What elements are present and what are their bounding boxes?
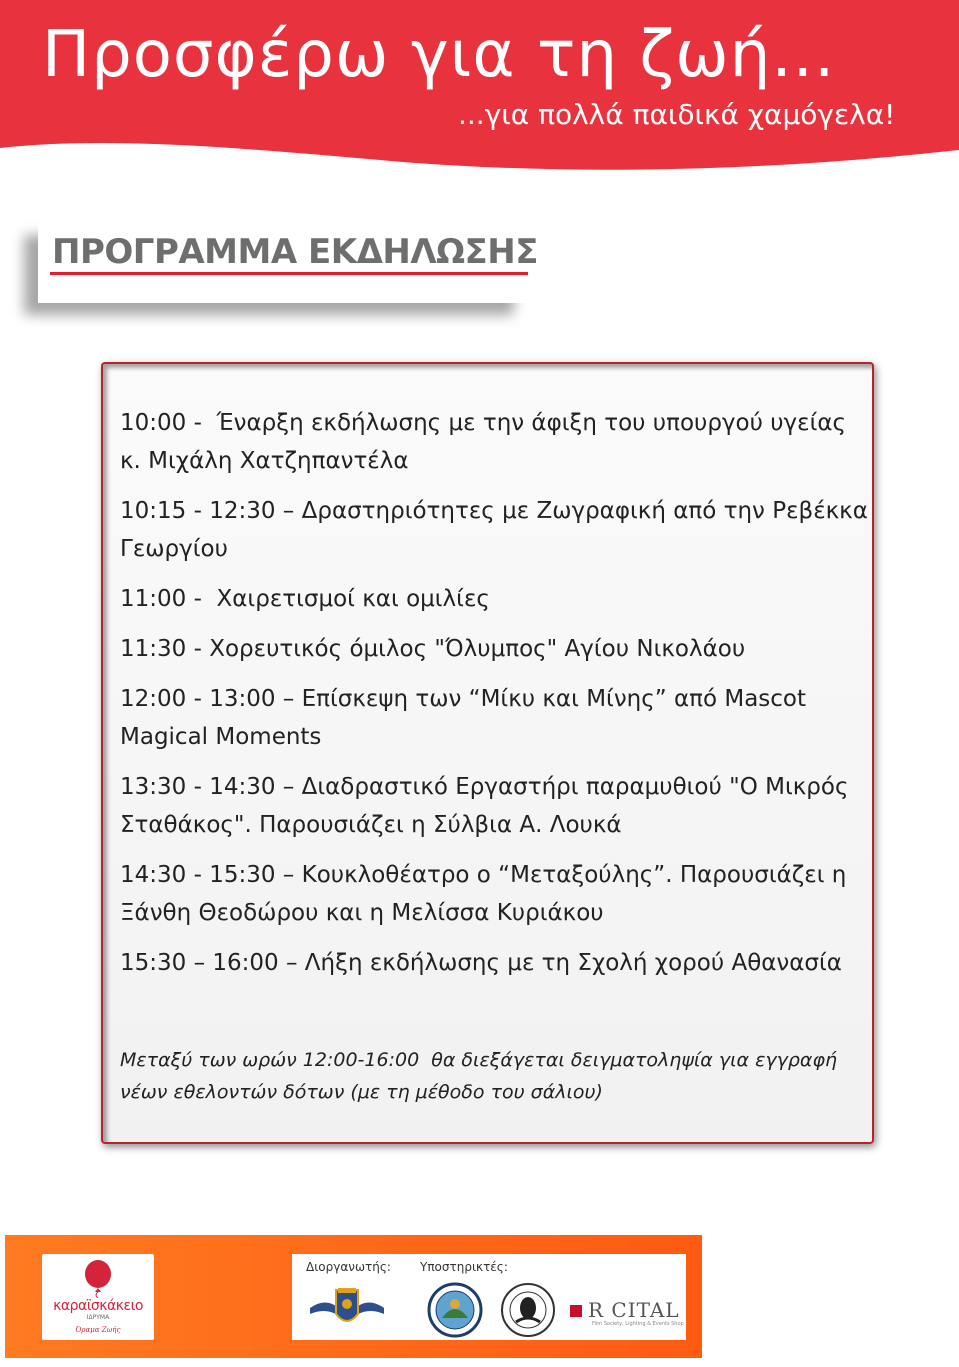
- schedule-item: 12:00 - 13:00 – Επίσκεψη των “Μίκυ και Μίνης” από Mascot Magical Moments: [120, 686, 807, 750]
- logo-name: καραϊσκάκειο: [53, 1298, 143, 1314]
- sponsor-panel: [292, 1254, 686, 1340]
- logo-slogan: Όραμα Ζωής: [75, 1326, 121, 1334]
- schedule-item: 10:15 - 12:30 – Δραστηριότητες με Ζωγραφική από την Ρεβέκκα Γεωργίου: [120, 498, 868, 562]
- schedule-item: 14:30 - 15:30 – Κουκλοθέατρο ο “Μεταξούλης”. Παρουσιάζει η Ξάνθη Θεοδώρου και η Μελίσσα Κυριάκου: [120, 862, 847, 926]
- program-title-underline: [50, 272, 528, 275]
- recital-logo-mark: [570, 1305, 582, 1317]
- program-title: ΠΡΟΓΡΑΜΜΑ ΕΚΔΗΛΩΣΗΣ: [52, 232, 538, 272]
- schedule-item: 10:00 - Έναρξη εκδήλωσης με την άφιξη του υπουργού υγείας κ. Μιχάλη Χατζηπαντέλα: [120, 410, 847, 474]
- supporters-label: Υποστηρικτές:: [420, 1260, 508, 1274]
- header-title: Προσφέρω για τη ζωή...: [42, 18, 836, 92]
- schedule-item: 13:30 - 14:30 – Διαδραστικό Εργαστήρι παραμυθιού "Ο Μικρός Σταθάκος". Παρουσιάζει η Σύλβια Α. Λουκά: [120, 774, 849, 838]
- schedule-list: [120, 404, 870, 994]
- header-banner: [0, 0, 959, 185]
- logo-subtitle: ΙΔΡΥΜΑ: [86, 1314, 110, 1321]
- schedule-note: Μεταξύ των ωρών 12:00-16:00 θα διεξάγεται δειγματοληψία για εγγραφή νέων εθελοντών δότων (με τη μέθοδο του σάλιου): [120, 1049, 838, 1103]
- recital-logo-text: R CITAL: [588, 1298, 680, 1322]
- organizer-label: Διοργανωτής:: [306, 1260, 391, 1274]
- karaiskakeio-logo: [42, 1254, 154, 1340]
- schedule-item: 11:30 - Χορευτικός όμιλος "Όλυμπος" Αγίου Νικολάου: [120, 636, 746, 662]
- schedule-item: 11:00 - Χαιρετισμοί και ομιλίες: [120, 586, 490, 612]
- organizer-emblem-icon: [306, 1284, 388, 1334]
- balloon-icon: [82, 1260, 114, 1298]
- supporter-seal-2-icon: [496, 1282, 560, 1338]
- supporter-seal-1-icon: [420, 1282, 490, 1338]
- schedule-item: 15:30 – 16:00 – Λήξη εκδήλωσης με τη Σχολή χορού Αθανασία: [120, 950, 842, 976]
- header-subtitle: ...για πολλά παιδικά χαμόγελα!: [458, 98, 896, 131]
- recital-logo-subtitle: Film Society, Lighting & Events Shop: [592, 1321, 684, 1327]
